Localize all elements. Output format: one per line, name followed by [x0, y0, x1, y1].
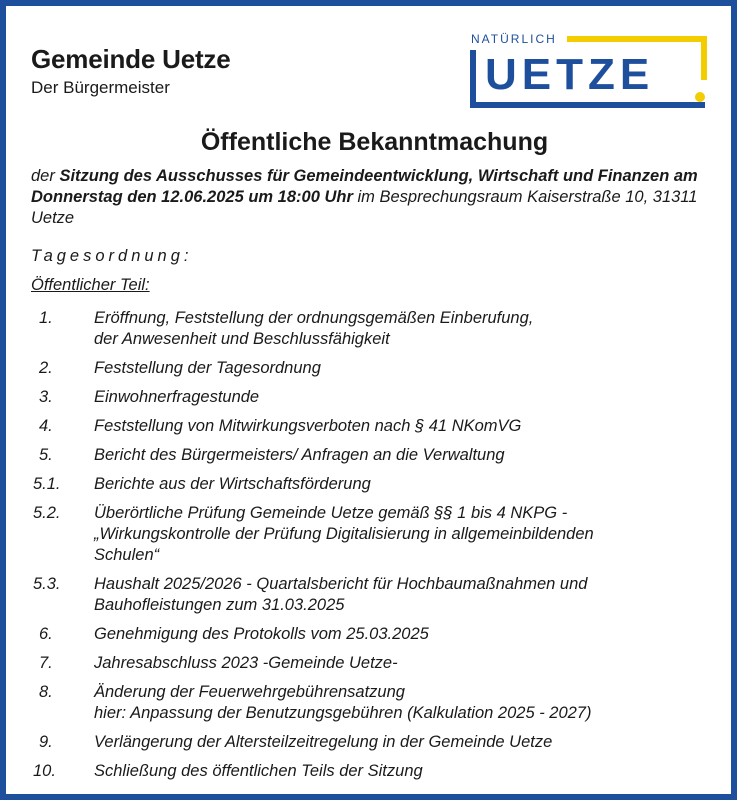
- agenda-item-text: [94, 682, 721, 724]
- agenda-item-line: Haushalt 2025/2026 - Quartalsbericht für Hochbaumaßnahmen und: [94, 575, 588, 593]
- agenda-item-text: [94, 574, 721, 616]
- public-part-heading: Öffentlicher Teil:: [31, 276, 150, 294]
- agenda-item: [31, 445, 721, 466]
- agenda-heading: Tagesordnung:: [31, 247, 193, 265]
- agenda-item-line: Feststellung von Mitwirkungsverboten nach § 41 NKomVG: [94, 417, 522, 435]
- agenda-item-line: „Wirkungskontrolle der Prüfung Digitalisierung in allgemeinbildenden: [94, 525, 594, 543]
- agenda-item: [31, 761, 721, 782]
- agenda-item-line: Feststellung der Tagesordnung: [94, 359, 321, 377]
- agenda-item-number: 5.: [39, 446, 53, 464]
- agenda-list: [31, 308, 721, 790]
- agenda-item-number: 10.: [33, 762, 56, 780]
- agenda-item: [31, 624, 721, 645]
- logo-dot: [695, 92, 705, 102]
- agenda-item-text: [94, 416, 721, 437]
- agenda-item-line: Überörtliche Prüfung Gemeinde Uetze gemäß §§ 1 bis 4 NKPG -: [94, 504, 568, 522]
- agenda-item-text: [94, 653, 721, 674]
- municipality-name: Gemeinde Uetze: [31, 44, 231, 74]
- agenda-item-line: hier: Anpassung der Benutzungsgebühren (Kalkulation 2025 - 2027): [94, 704, 592, 722]
- agenda-item-line: Berichte aus der Wirtschaftsförderung: [94, 475, 371, 493]
- agenda-item-line: Jahresabschluss 2023 -Gemeinde Uetze-: [94, 654, 398, 672]
- agenda-item-number: 6.: [39, 625, 53, 643]
- agenda-item-text: [94, 445, 721, 466]
- agenda-item: [31, 682, 721, 724]
- agenda-item-line: Bauhofleistungen zum 31.03.2025: [94, 596, 345, 614]
- agenda-item-text: [94, 732, 721, 753]
- notice-intro: [31, 166, 711, 229]
- agenda-item-number: 5.3.: [33, 575, 61, 593]
- intro-prefix: der: [31, 167, 60, 185]
- agenda-item-line: Schließung des öffentlichen Teils der Sitzung: [94, 762, 423, 780]
- agenda-item-number: 1.: [39, 309, 53, 327]
- agenda-item: [31, 474, 721, 495]
- logo-wordmark: UETZE: [485, 50, 655, 99]
- uetze-logo: [467, 32, 715, 112]
- agenda-item: [31, 308, 721, 350]
- agenda-item-text: [94, 761, 721, 782]
- agenda-item-text: [94, 358, 721, 379]
- agenda-item: [31, 574, 721, 616]
- agenda-item-line: Änderung der Feuerwehrgebührensatzung: [94, 683, 405, 701]
- agenda-item-line: Schulen“: [94, 546, 160, 564]
- intro-meeting-details: Sitzung des Ausschusses für Gemeindeentwicklung, Wirtschaft und Finanzen am Donnerstag den 12.06.2025 um 18:00 Uhr: [31, 167, 698, 206]
- notice-title: Öffentliche Bekanntmachung: [200, 128, 549, 156]
- agenda-item-line: Genehmigung des Protokolls vom 25.03.2025: [94, 625, 429, 643]
- agenda-item-number: 5.1.: [33, 475, 61, 493]
- agenda-item-number: 2.: [39, 359, 53, 377]
- agenda-item: [31, 416, 721, 437]
- agenda-item-text: [94, 503, 721, 566]
- agenda-item: [31, 653, 721, 674]
- agenda-item: [31, 387, 721, 408]
- agenda-item-text: [94, 624, 721, 645]
- mayor-office: Der Bürgermeister: [31, 78, 170, 97]
- intro-location: im Besprechungsraum Kaiserstraße 10, 31311 Uetze: [31, 188, 698, 227]
- agenda-item-number: 3.: [39, 388, 53, 406]
- agenda-item-number: 4.: [39, 417, 53, 435]
- agenda-item-line: Eröffnung, Feststellung der ordnungsgemäßen Einberufung,: [94, 309, 534, 327]
- agenda-item: [31, 503, 721, 566]
- agenda-item-text: [94, 308, 721, 350]
- agenda-item-line: Einwohnerfragestunde: [94, 388, 260, 406]
- agenda-item-number: 7.: [39, 654, 53, 672]
- agenda-item: [31, 732, 721, 753]
- agenda-item-text: [94, 387, 721, 408]
- agenda-item-number: 8.: [39, 683, 53, 701]
- agenda-item: [31, 358, 721, 379]
- logo-tagline: NATÜRLICH: [471, 32, 557, 46]
- agenda-item-line: der Anwesenheit und Beschlussfähigkeit: [94, 330, 390, 348]
- agenda-item-text: [94, 474, 721, 495]
- agenda-item-number: 9.: [39, 733, 53, 751]
- agenda-item-line: Bericht des Bürgermeisters/ Anfragen an die Verwaltung: [94, 446, 505, 464]
- agenda-item-line: Verlängerung der Altersteilzeitregelung in der Gemeinde Uetze: [94, 733, 553, 751]
- agenda-item-number: 5.2.: [33, 504, 61, 522]
